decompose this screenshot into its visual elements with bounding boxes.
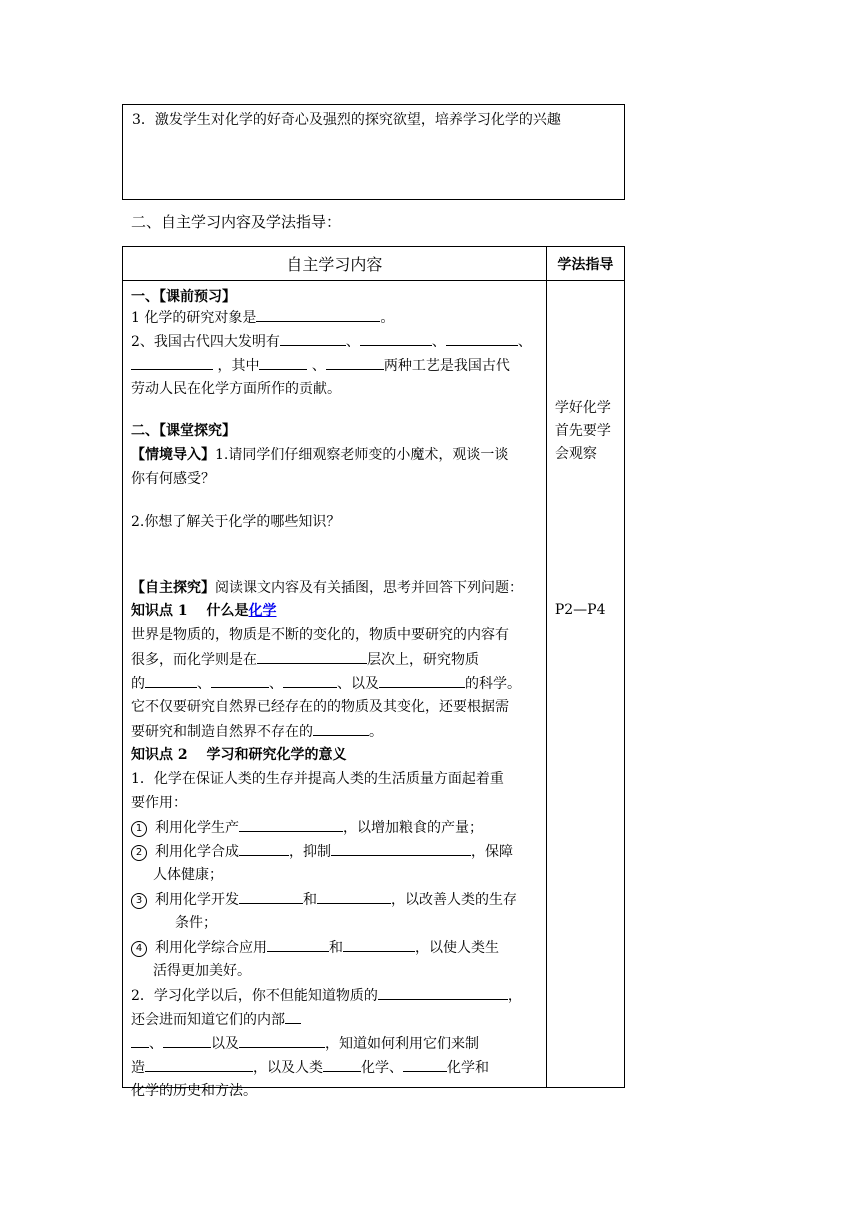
header-guide: 学法指导 xyxy=(546,247,624,281)
kp1-title: 知识点 1 什么是化学 xyxy=(131,603,277,619)
kp1-line3: 的 、 、 、以及 的科学。 xyxy=(131,673,521,694)
kp2-line2: 要作用： xyxy=(131,795,187,811)
circled-number: 1 xyxy=(131,821,147,837)
chemistry-link[interactable]: 化学 xyxy=(248,603,277,619)
content-cell xyxy=(123,281,547,1099)
item-3-cont: 条件； xyxy=(175,915,217,931)
item-1: 1 利用化学生产 ，以增加粮食的产量； xyxy=(131,817,483,838)
part2-line5: 化学的历史和方法。 xyxy=(131,1083,257,1099)
scene-q1-cont: 你有何感受？ xyxy=(131,471,215,487)
part2-line4: 造 ，以及人类 化学、 化学和 xyxy=(131,1057,489,1078)
part2-line1: 2．学习化学以后，你不但能知道物质的 ， xyxy=(131,985,522,1006)
kp1-line4: 它不仅要研究自然界已经存在的的物质及其变化，还要根据需 xyxy=(131,699,509,715)
kp1-line2: 很多，而化学则是在 层次上，研究物质 xyxy=(131,649,479,670)
guide-cell xyxy=(546,281,624,1088)
kp2-title: 知识点 2 学习和研究化学的意义 xyxy=(131,747,347,763)
kp1-line5: 要研究和制造自然界不存在的 。 xyxy=(131,721,383,742)
guide-tip-1: 学好化学 xyxy=(554,400,611,416)
self-study-table xyxy=(122,246,625,1099)
kp1-line1: 世界是物质的，物质是不断的变化的，物质中要研究的内容有 xyxy=(131,627,509,643)
scene-q1: 【情境导入】1.请同学们仔细观察老师变的小魔术，观谈一谈 xyxy=(131,447,509,463)
header-content: 自主学习内容 xyxy=(123,247,547,281)
preview-heading: 一、【课前预习】 xyxy=(131,289,236,305)
section-title: 二、自主学习内容及学法指导： xyxy=(131,213,342,231)
preview-q2-end: 劳动人民在化学方面所作的贡献。 xyxy=(131,381,341,397)
self-inquiry: 【自主探究】阅读课文内容及有关插图，思考并回答下列问题： xyxy=(131,580,523,596)
part2-line2: 还会进而知道它们的内部 xyxy=(131,1009,301,1030)
objective-3: 3．激发学生对化学的好奇心及强烈的探究欲望，培养学习化学的兴趣 xyxy=(132,112,561,128)
circled-number: 2 xyxy=(131,845,147,861)
preview-q2-cont: ，其中 、 两种工艺是我国古代 xyxy=(131,355,510,376)
circled-number: 4 xyxy=(131,941,147,957)
item-3: 3 利用化学开发 和 ，以改善人类的生存 xyxy=(131,889,517,910)
preview-q1: 1 化学的研究对象是 。 xyxy=(131,307,394,328)
scene-q2: 2.你想了解关于化学的哪些知识？ xyxy=(131,514,341,530)
kp2-line1: 1．化学在保证人类的生存并提高人类的生活质量方面起着重 xyxy=(131,771,504,787)
objectives-box xyxy=(122,104,625,200)
guide-tip-3: 会观察 xyxy=(554,446,597,462)
preview-q2: 2、我国古代四大发明有 、 、 、 xyxy=(131,331,532,352)
item-4: 4 利用化学综合应用 和 ，以使人类生 xyxy=(131,937,499,958)
inquiry-heading: 二、【课堂探究】 xyxy=(131,423,236,439)
item-2: 2 利用化学合成 ，抑制 ，保障 xyxy=(131,841,513,862)
circled-number: 3 xyxy=(131,893,147,909)
item-2-cont: 人体健康； xyxy=(153,867,223,883)
part2-line3: 、 以及 ，知道如何利用它们来制 xyxy=(131,1033,479,1054)
item-4-cont: 活得更加美好。 xyxy=(153,963,251,979)
guide-pages: P2—P4 xyxy=(554,602,606,618)
guide-tip-2: 首先要学 xyxy=(554,423,611,439)
